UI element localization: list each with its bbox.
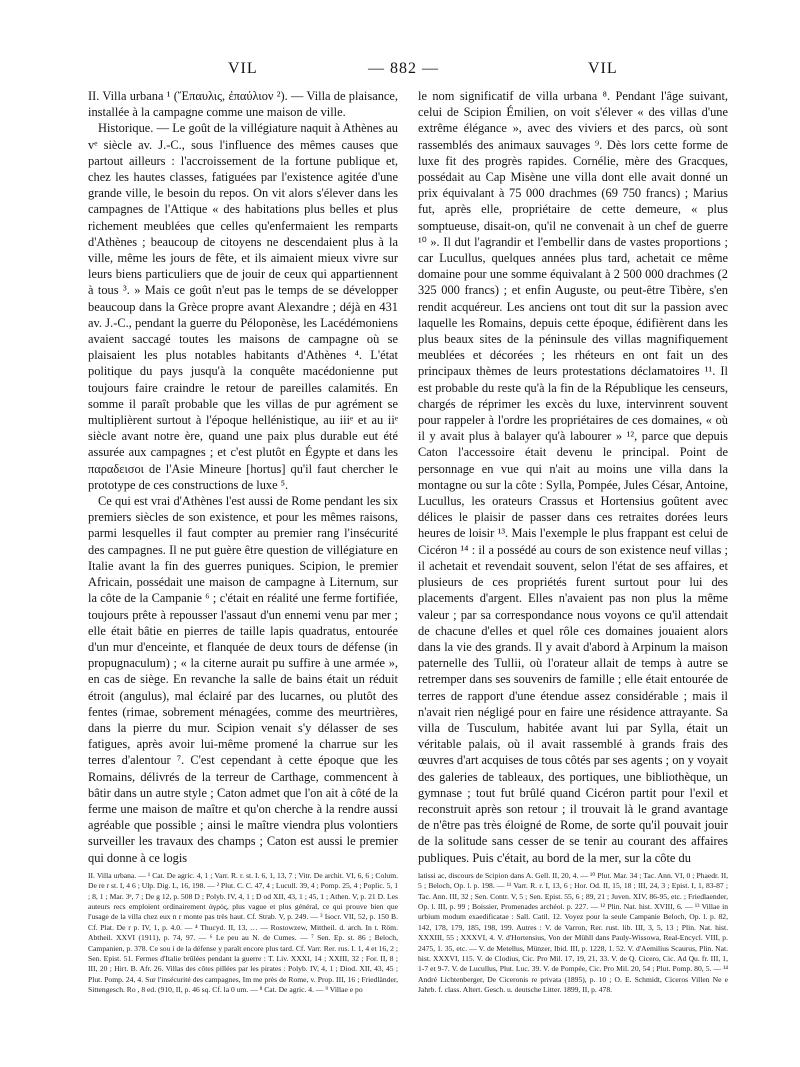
running-head-left: VIL bbox=[228, 60, 258, 77]
running-head bbox=[88, 60, 733, 84]
footnotes-right: latissi ac, discours de Scipion dans A. Gell. II, 20, 4. — ¹⁰ Plut. Mar. 34 ; Tac. Ann. VI, 0 ; Phaedr. II, 5 ; Beloch, Op. l. p. 198. — ¹¹ Varr. R. r. I, 13, 6 ; Hor. Od. II, 15, 18 ; III, 24, 3 ; Epist. I, 1, 83-87 ; Tac. Ann. III, 32 ; Sen. Contr. V, 5 ; Sen. Epist. 55, 6 ; 89, 21 ; Juven. XIV, 86-95, etc. ; Friedlaender, Op. l. III, p. 99 ; Boissier, Promenades archéol. p. 227. — ¹² Plin. Nat. hist. XVIII, 6. — ¹³ Villae in urbium modum exaedificatae : Sall. Catil. 12. Voyez pour la seule Campanie Beloch, Op. l. p. 82, 142, 178, 179, 185, 198, 199. Autres : V. de Varron, Rer. rust. lib. III, 3, 5, 13 ; Plin. Nat. hist. XXXIII, 55 ; XXXVI, 4. V. d'Hortensius, Von der Mühll dans Pauly-Wissowa, Real-Encycl. VIII, p. 2475, 1. 35, etc. — V. de Metellus, Münzer, Ibid. III, p. 1228, 1. 52. V. d'Aemilius Scaurus, Plin. Nat. hist. XXXVI, 115. V. de Clodius, Cic. Pro Mil. 17, 19, 21, 33. V. de Q. Cicero, Cic. Ad Qu. fr. III, 1, 1-7 et 9-7. V. de Lucullus, Plut. Luc. 39. V. de Pompée, Cic. Pro Mil. 20, 54 ; Plut. Pomp. 80, 5. — ¹⁴ André Lichtenberger, De Ciceronis re privata (1895), p. 10 ; O. E. Schmidt, Ciceros Villen Ne e Jahrb. f. class. Altert. Gesch. u. deutsche Litter. 1899, II, p. 478. bbox=[418, 870, 728, 995]
page-number: — 882 — bbox=[368, 60, 439, 77]
running-head-right: VIL bbox=[588, 60, 618, 77]
footnotes-left: II. Villa urbana. — ¹ Cat. De agric. 4, 1 ; Varr. R. r. st. I. 6, 1, 13, 7 ; Vitr. De archit. VI, 6, 6 ; Colum. De re r st. I, 4 6 ; Ulp. Dig. L, 16, 198. — ² Plut. C. C. 47, 4 ; Lucull. 39, 4 ; Pomp. 25, 4 ; Poplic. 5, 1 ; 8, 1 ; Mar. 3ᵉ, 7 ; De g 12, p. 508 D ; Polyb. IV, 4, 1 ; D od XII, 43, 1 ; 45, 1 ; Athen. V, p. 21 D. Les auteurs recs emploient ordinairement ἀγρός, plus vague et plus général, ce qui prouve bien que l'usage de la villa chez eux n r monte pas très haut. Cf. Strab. V, p. 249. — ³ Isocr. VII, 52, p. 150 B. Cf. Plat. De r p. IV, 1, p. 4.0. — ⁴ Thucyd. II, 13, … — Rostowzew, Mittheil. d. arch. In t. Röm. Abtheil. XXVI (1911), p. 74, 97. — ⁶ Le peu au N. de Cumes. — ⁷ Sen. Ep. st. 86 ; Beloch, Campanien, p. 378. Ce sou i de la défense y paraît encore plus tard. Cf. Varr. Rer. rus. I. 1, 4 et 16, 2 ; Sen. Epist. 51. Fermes d'Italie brûlées pendant la guerre : T. Liv. XXXI, 14 ; XXIII, 32 ; For. II, 8 ; III, 20 ; Hirt. B. Afr. 26. Villas des côtes pillées par les pirates : Polyb. IV, 4, 1 ; Diod. XII, 43, 45 ; Plut. Pomp. 24, 4. Sur l'insécurité des campagnes, Im me près de Rome, v. Prop. III, 16 ; Friedländer, Sittengesch. Ro , 8 ed. (910, II, p. 46 sq. Cf. la 0 um. — ⁸ Cat. De agric. 4. — ⁹ Villae e po bbox=[88, 870, 398, 995]
paragraph-continuation: le nom significatif de villa urbana ⁸. Pendant l'âge suivant, celui de Scipion Émilien, on voit s'élever « des villas d'une extrême élégance », avec des viviers et des parcs, où sont rassemblés des animaux sauvages ⁹. Dès lors cette forme de luxe fit des progrès rapides. Cornélie, mère des Gracques, possédait au Cap Misène une villa dont elle avait donné un prix équivalant à 75 000 drachmes (69 750 francs) ; Marius fut, après elle, propriétaire de cette demeure, « plus somptueuse, disait-on, qu'il ne convenait à un chef de guerre ¹⁰ ». Il dut l'agrandir et l'embellir dans de vastes proportions ; car Lucullus, quelques années plus tard, achetait ce même domaine pour une somme équivalant à 2 500 000 drachmes (2 325 000 francs) ; et enfin Auguste, ou peut-être Tibère, s'en rendit acquéreur. Les anciens ont tout dit sur la passion avec laquelle les Romains, depuis cette époque, édifièrent dans les plus beaux sites de la péninsule des villas magnifiquement meublées et décorées ; les rhéteurs en ont fait un des principaux thèmes de leurs protestations déclamatoires ¹¹. Il est probable du reste qu'à la fin de la République les censeurs, chargés de réprimer les excès du luxe, intervinrent souvent pour rappeler à l'ordre les propriétaires de ces domaines, « où il y avait plus à balayer qu'à labourer » ¹², parce que depuis Caton l'accessoire était devenu le principal. Point de personnage en vue qui n'ait au moins une villa dans la montagne ou sur la côte : Sylla, Pompée, Jules César, Antoine, Lucullus, les orateurs Crassus et Hortensius goûtent avec délices le plaisir de passer dans ces retraites dorées leurs heures de loisir ¹³. Mais l'exemple le plus frappant est celui de Cicéron ¹⁴ : il a possédé au cours de son existence neuf villas ; il achetait et revendait souvent, selon l'état de ses affaires, et plusieurs de ces propriétés furent surtout pour lui des placements d'argent. Elles n'avaient pas non plus la même valeur ; par sa correspondance nous voyons ce qu'il attendait de chacune d'elles et quel rôle ces domaines jouaient alors dans la vie des grands. Il y avait d'abord à Arpinum la maison paternelle des Tullii, où l'orateur allait de temps à autre se retremper dans ses souvenirs de famille ; elle était entourée de terres de rapport d'une étendue assez considérable ; mais il n'avait rien négligé pour en faire une résidence attrayante. Sa villa de Tusculum, habitée avant lui par Sylla, était un véritable palais, où il avait rassemblé à grands frais des œuvres d'art acquises de tous côtés par ses agents ; on y voyait des galeries de tableaux, des portiques, une bibliothèque, un gymnase ; tout fut brûlé quand Cicéron partit pour l'exil et reconstruit après son retour ; il trouvait là le grand avantage de n'être pas très éloigné de Rome, de sorte qu'il pouvait jouir de la solitude sans cesser de se tenir au courant des affaires publiques. Puis c'était, au bord de la mer, sur la côte du bbox=[418, 89, 728, 865]
left-column bbox=[88, 88, 398, 996]
right-column bbox=[418, 88, 728, 996]
document-page bbox=[88, 60, 733, 1060]
paragraph-rome: Ce qui est vrai d'Athènes l'est aussi de Rome pendant les six premiers siècles de son existence, et pour les mêmes raisons, parmi lesquelles il faut compter au premier rang l'insécurité des campagnes. Il ne put guère être question de villégiature en Italie avant la fin des guerres puniques. Scipion, le premier Africain, possédait une maison de campagne à Liternum, sur la côte de la Campanie ⁶ ; c'était en réalité une ferme fortifiée, toujours prête à repousser l'assaut d'un ennemi venu par mer ; elle était bâtie en pierres de taille lapis quadratus, entourée d'un mur d'enceinte, et flanquée de deux tours de défense (in propugnaculum) ; « la citerne aurait pu suffire à une armée », en cas de siège. En revanche la salle de bains était un réduit étroit (angulus), mal éclairé par des lucarnes, ou plutôt des fentes (rimae, sobrement ménagées, comme des meurtrières, dans la pierre du mur. Scipion venait s'y délasser de ses fatigues, après avoir lui-même promené la charrue sur les terres d'alentour ⁷. C'est cependant à cette époque que les Romains, délivrés de la terreur de Carthage, commencent à bâtir dans un autre style ; Caton admet que l'on ait à côté de la ferme une maison de maître et qu'on cherche à la rendre aussi agréable que possible ; ainsi le maître viendra plus volontiers surveiller les travaux des champs ; Caton est aussi le premier qui donne à ce logis bbox=[88, 494, 398, 865]
paragraph-historique: Historique. — Le goût de la villégiature naquit à Athènes au vᵉ siècle av. J.-C., sous l'influence des mêmes causes que partout ailleurs : l'accroissement de la fortune publique et, chez les hautes classes, fatiguées par l'existence agitée d'une grande ville, le besoin du repos. On vit alors s'élever dans les campagnes de l'Attique « des habitations plus belles et plus richement meublées que celles qu'enfermaient les remparts d'Athènes ; beaucoup de citoyens ne descendaient plus à la ville, même les jours de fête, et ils aimaient mieux vivre sur leurs biens particuliers que de jouir de ceux qui appartiennent à tous ³. » Mais ce goût n'eut pas le temps de se développer beaucoup dans la Grèce propre avant Alexandre ; déjà en 431 av. J.-C., pendant la guerre du Péloponèse, les Lacédémoniens avaient saccagé toutes les maisons de campagne où se plaisaient les plus notables habitants d'Athènes ⁴. L'état politique du pays jusqu'à la conquête macédonienne put toujours faire craindre le retour de pareilles calamités. En somme il paraît probable que les villas de pur agrément se multiplièrent surtout à l'époque hellénistique, au iiiᵉ et au iiᵉ siècle avant notre ère, quand une paix plus durable eut été assurée aux campagnes ; et c'est plutôt en Égypte et dans les παραδεισοι de l'Asie Mineure [hortus] qu'il faut chercher le prototype de ces constructions de luxe ⁵. bbox=[88, 121, 398, 492]
entry-heading: II. Villa urbana ¹ (Ἔπαυλις, ἐπαύλιον ²). — Villa de plaisance, installée à la campagne comme une maison de ville. bbox=[88, 89, 398, 120]
